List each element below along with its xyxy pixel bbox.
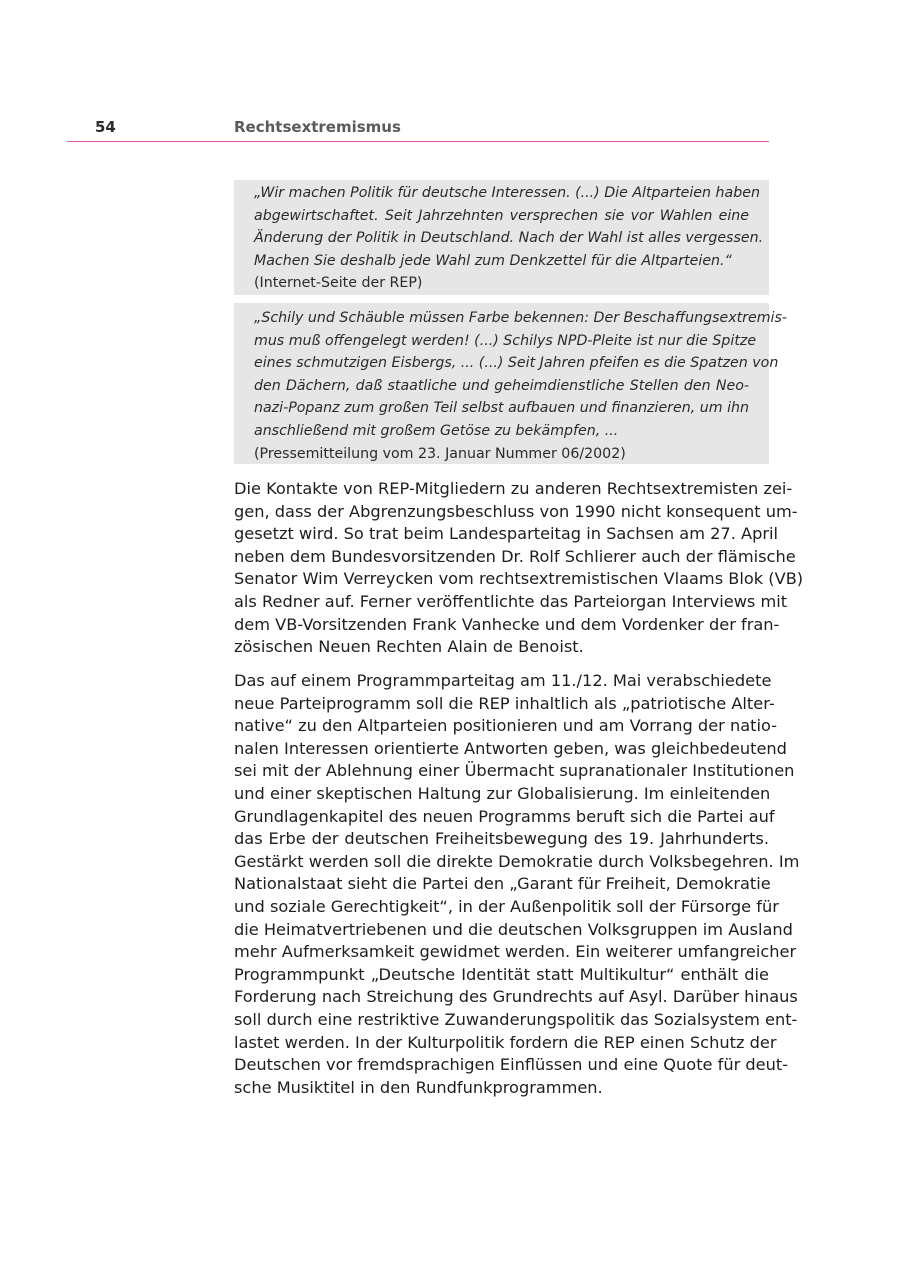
quote-line: „Wir machen Politik für deutsche Interessen. (...) Die Altparteien haben — [254, 185, 760, 201]
quote-source: (Pressemitteilung vom 23. Januar Nummer 06/2002) — [254, 445, 626, 462]
quote-line: abgewirtschaftet. Seit Jahrzehnten versprechen sie vor Wahlen eine — [254, 207, 749, 224]
quote-line: Machen Sie deshalb jede Wahl zum Denkzettel für die Altparteien.“ — [254, 252, 732, 269]
body-line: soll durch eine restriktive Zuwanderungspolitik das Sozialsystem ent- — [234, 1009, 798, 1029]
body-line: gen, dass der Abgrenzungsbeschluss von 1990 nicht konsequent um- — [234, 501, 798, 521]
quote-line: „Schily und Schäuble müssen Farbe bekennen: Der Beschaffungsextremis- — [254, 310, 788, 326]
quote-line: anschließend mit großem Getöse zu bekämpfen, ... — [254, 422, 619, 439]
page-header — [67, 116, 769, 142]
body-line: native“ zu den Altparteien positionieren und am Vorrang der natio- — [234, 716, 778, 736]
body-line: zösischen Neuen Rechten Alain de Benoist. — [234, 637, 584, 657]
body-line: lastet werden. In der Kulturpolitik fordern die REP einen Schutz der — [234, 1032, 777, 1052]
body-line: Nationalstaat sieht die Partei den „Garant für Freiheit, Demokratie — [234, 874, 771, 894]
body-line: neue Parteiprogramm soll die REP inhaltlich als „patriotische Alter- — [234, 693, 775, 713]
body-line: Grundlagenkapitel des neuen Programms beruft sich die Partei auf — [234, 806, 775, 826]
body-line: nalen Interessen orientierte Antworten geben, was gleichbedeutend — [234, 738, 787, 758]
body-line: dem VB-Vorsitzenden Frank Vanhecke und dem Vordenker der fran- — [234, 614, 780, 634]
body-line: Gestärkt werden soll die direkte Demokratie durch Volksbegehren. Im — [234, 851, 800, 871]
body-line: Deutschen vor fremdsprachigen Einflüssen und eine Quote für deut- — [234, 1055, 789, 1075]
body-line: sei mit der Ablehnung einer Übermacht supranationaler Institutionen — [234, 761, 795, 781]
body-line: die Heimatvertriebenen und die deutschen Volksgruppen im Ausland — [234, 919, 793, 939]
body-line: und soziale Gerechtigkeit“, in der Außenpolitik soll der Fürsorge für — [234, 896, 779, 916]
body-line: neben dem Bundesvorsitzenden Dr. Rolf Schlierer auch der flämische — [234, 546, 796, 566]
quote-line: eines schmutzigen Eisbergs, ... (...) Seit Jahren pfeifen es die Spatzen von — [254, 355, 779, 372]
body-line: und einer skeptischen Haltung zur Globalisierung. Im einleitenden — [234, 783, 771, 803]
body-line: Forderung nach Streichung des Grundrechts auf Asyl. Darüber hinaus — [234, 987, 798, 1007]
quote-box-rep-website — [234, 180, 769, 295]
running-title: Rechtsextremismus — [234, 118, 401, 136]
body-line: gesetzt wird. So trat beim Landesparteitag in Sachsen am 27. April — [234, 524, 779, 544]
quote-line: nazi-Popanz zum großen Teil selbst aufbauen und finanzieren, um ihn — [254, 400, 749, 417]
quote-box-press-release — [234, 303, 788, 464]
body-line: Die Kontakte von REP-Mitgliedern zu anderen Rechtsextremisten zei- — [234, 479, 793, 498]
quote-line: den Dächern, daß staatliche und geheimdienstliche Stellen den Neo- — [254, 377, 749, 394]
quote-line: Änderung der Politik in Deutschland. Nach der Wahl ist alles vergessen. — [254, 230, 764, 247]
body-line: sche Musiktitel in den Rundfunkprogrammen. — [234, 1077, 603, 1097]
body-line: als Redner auf. Ferner veröffentlichte das Parteiorgan Interviews mit — [234, 591, 788, 611]
body-line: Senator Wim Verreycken vom rechtsextremistischen Vlaams Blok (VB) — [234, 569, 804, 589]
body-line: mehr Aufmerksamkeit gewidmet werden. Ein weiterer umfangreicher — [234, 942, 797, 962]
quote-line: mus muß offengelegt werden! (...) Schilys NPD-Pleite ist nur die Spitze — [254, 332, 757, 349]
body-line: das Erbe der deutschen Freiheitsbewegung des 19. Jahrhunderts. — [234, 829, 769, 849]
quote-source: (Internet-Seite der REP) — [254, 275, 423, 292]
body-line: Das auf einem Programmparteitag am 11./12. Mai verabschiedete — [234, 671, 772, 690]
page-number: 54 — [95, 118, 116, 136]
body-line: Programmpunkt „Deutsche Identität statt Multikultur“ enthält die — [234, 964, 769, 984]
body-paragraph-program — [234, 670, 800, 1099]
body-paragraph-contacts — [234, 478, 804, 659]
